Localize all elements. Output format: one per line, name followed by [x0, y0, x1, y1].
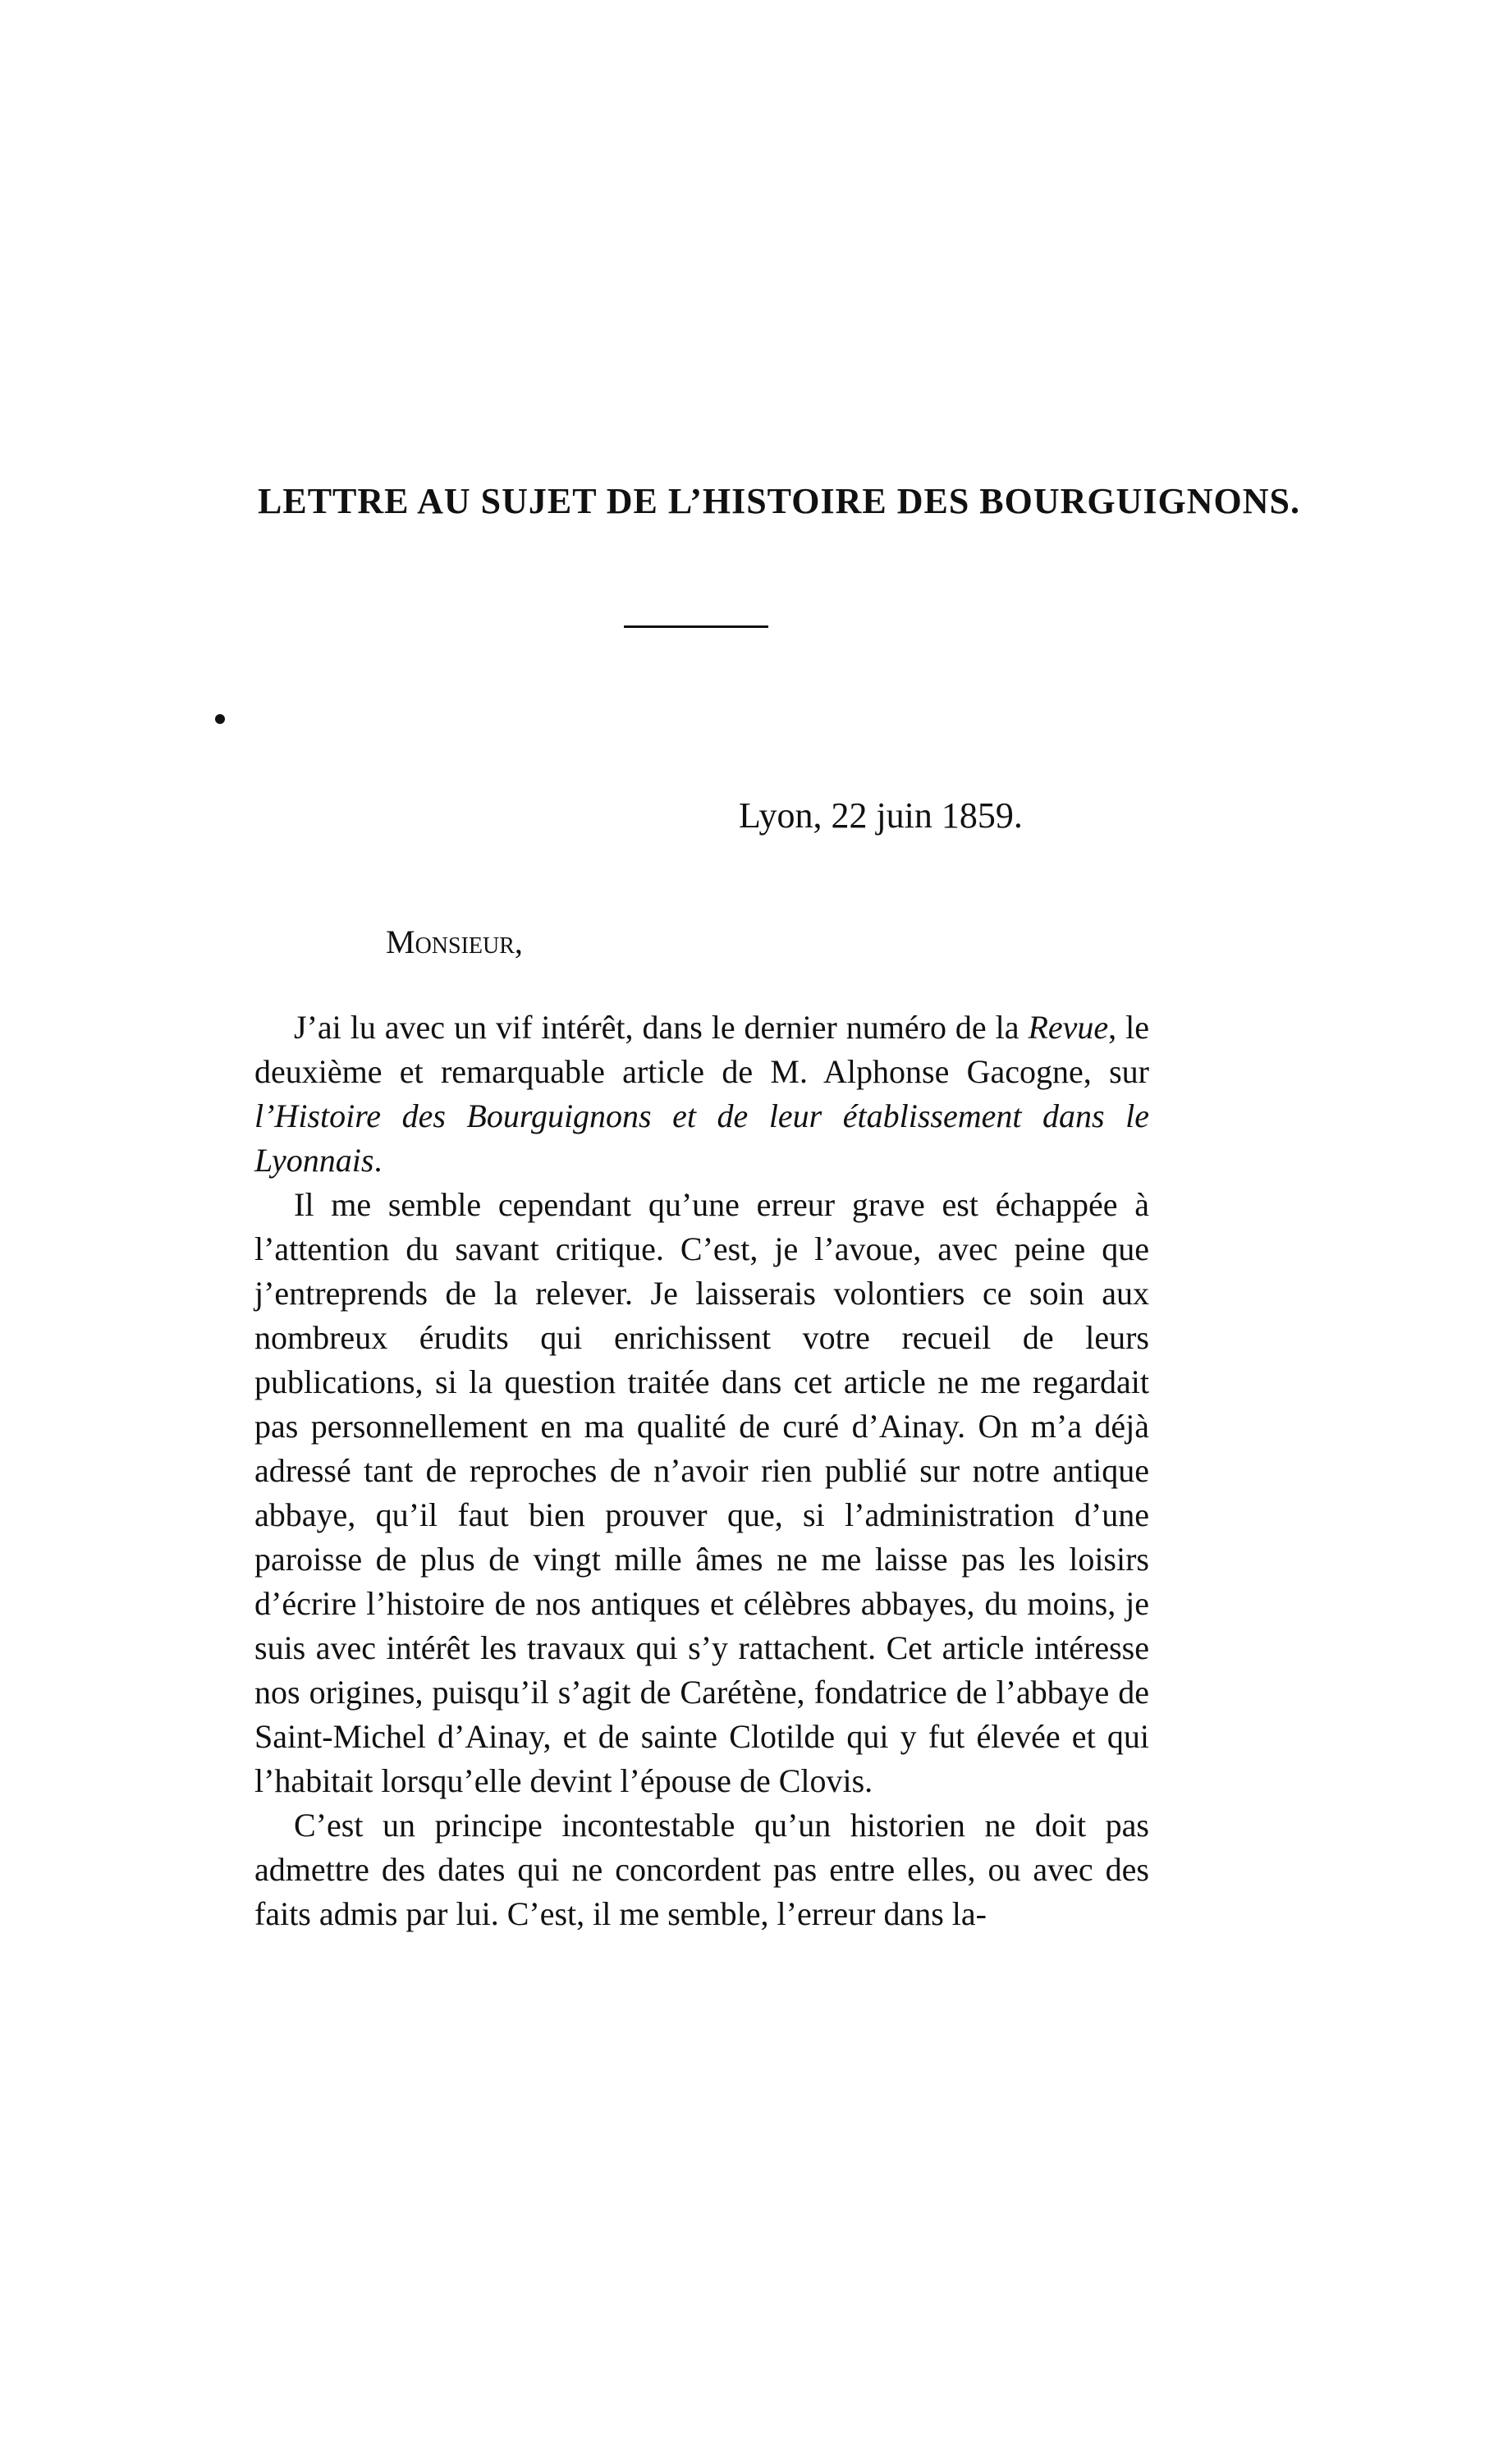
letter-title: LETTRE AU SUJET DE L’HISTOIRE DES BOURGUIGNONS.: [258, 481, 1301, 521]
revue-title: Revue: [1028, 1009, 1109, 1046]
dateline: Lyon, 22 juin 1859.: [739, 795, 1023, 836]
paragraph-1-part-3: .: [373, 1142, 383, 1179]
paragraph-2: Il me semble cependant qu’une erreur grave est échappée à l’attention du savant critique. C’est, je l’avoue, avec peine que j’entreprends de la relever. Je laisserais volontiers ce soin aux nombreux érudits qui enrichissent votre recueil de leurs publications, si la question traitée dans cet article ne me regardait pas personnellement en ma qualité de curé d’Ainay. On m’a déjà adressé tant de reproches de n’avoir rien publié sur notre antique abbaye, qu’il faut bien prouver que, si l’administration d’une paroisse de plus de vingt mille âmes ne me laisse pas les loisirs d’écrire l’histoire de nos antiques et célèbres abbayes, du moins, je suis avec intérêt les travaux qui s’y rattachent. Cet article intéresse nos origines, puisqu’il s’agit de Carétène, fondatrice de l’abbaye de Saint-Michel d’Ainay, et de sainte Clotilde qui y fut élevée et qui l’habitait lorsqu’elle devint l’épouse de Clovis.: [254, 1186, 1149, 1799]
letter-body: [254, 1006, 1149, 1936]
book-title: l’Histoire des Bourguignons et de leur établissement dans le Lyonnais: [254, 1097, 1149, 1179]
paragraph-3: C’est un principe incontestable qu’un historien ne doit pas admettre des dates qui ne concordent pas entre elles, ou avec des faits admis par lui. C’est, il me semble, l’erreur dans la-: [254, 1807, 1149, 1932]
title-divider: [624, 625, 768, 628]
ink-mark: [215, 714, 225, 724]
paragraph-1-part-1: J’ai lu avec un vif intérêt, dans le dernier numéro de la: [294, 1009, 1029, 1046]
paragraph-1-part-2: , le deuxième et remarquable article de M. Alphonse Gacogne, sur: [254, 1009, 1149, 1090]
paragraph-1: [254, 1006, 1149, 1183]
salutation: Monsieur,: [386, 923, 523, 960]
